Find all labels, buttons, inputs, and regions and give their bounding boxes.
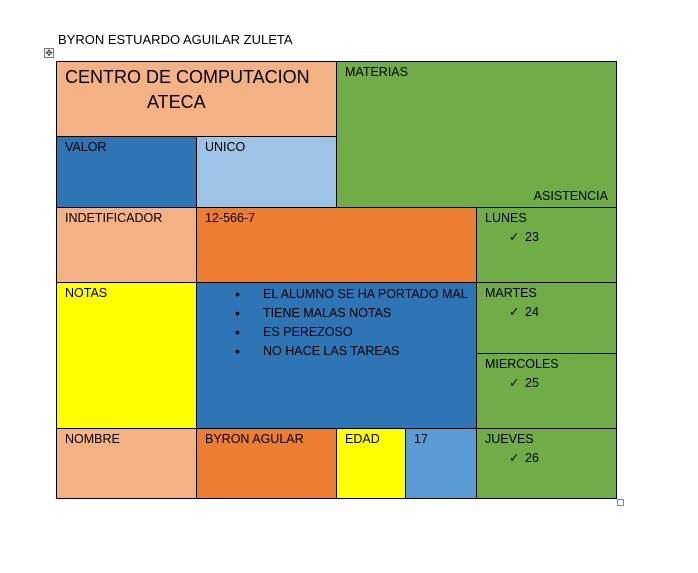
valor-value-cell: [196, 136, 337, 208]
edad-value: 17: [414, 432, 428, 446]
id-value-cell: [196, 207, 477, 283]
id-label-cell: [56, 207, 197, 283]
day-value: 23: [525, 230, 539, 244]
nombre-value: BYRON AGULAR: [205, 432, 304, 446]
list-item: • EL ALUMNO SE HA PORTADO MAL: [205, 285, 468, 304]
day-cell-jueves: [476, 428, 617, 499]
day-cell-miercoles: [476, 353, 617, 429]
day-cell-martes: [476, 282, 617, 354]
checkmark-icon: ✓: [509, 376, 520, 390]
notas-label-cell: [56, 282, 197, 429]
checkmark-icon: ✓: [509, 305, 520, 319]
notas-label: NOTAS: [65, 286, 108, 300]
id-value: 12-566-7: [205, 211, 256, 225]
day-name: MARTES: [485, 286, 537, 300]
day-value: 25: [525, 376, 539, 390]
edad-value-cell: [405, 428, 477, 499]
nombre-value-cell: [196, 428, 337, 499]
day-cell-lunes: [476, 207, 617, 283]
move-icon[interactable]: ✥: [45, 48, 53, 58]
title-cell: [56, 61, 337, 137]
document-author: BYRON ESTUARDO AGUILAR ZULETA: [58, 32, 293, 47]
day-value: 26: [525, 451, 539, 465]
nombre-label-cell: [56, 428, 197, 499]
asistencia-label: ASISTENCIA: [533, 189, 608, 203]
edad-label: EDAD: [345, 432, 380, 446]
day-value: 24: [525, 305, 539, 319]
checkmark-icon: ✓: [509, 230, 520, 244]
checkmark-icon: ✓: [509, 451, 520, 465]
valor-value: UNICO: [205, 140, 246, 154]
id-label: INDETIFICADOR: [65, 211, 163, 225]
list-item: • TIENE MALAS NOTAS: [205, 304, 468, 323]
list-item: • ES PEREZOSO: [205, 323, 468, 342]
edad-label-cell: [336, 428, 406, 499]
title-line-2: ATECA: [147, 92, 206, 112]
list-item: • NO HACE LAS TAREAS: [205, 342, 468, 361]
resize-icon[interactable]: [617, 499, 624, 506]
notas-list-cell: [196, 282, 477, 429]
valor-label: VALOR: [65, 140, 107, 154]
materias-cell: [336, 61, 617, 208]
materias-label: MATERIAS: [345, 65, 408, 79]
title-line-1: CENTRO DE COMPUTACION: [65, 67, 310, 87]
notas-list: [205, 285, 468, 361]
nombre-label: NOMBRE: [65, 432, 120, 446]
day-name: JUEVES: [485, 432, 534, 446]
day-name: MIERCOLES: [485, 357, 559, 371]
day-name: LUNES: [485, 211, 527, 225]
valor-label-cell: [56, 136, 197, 208]
